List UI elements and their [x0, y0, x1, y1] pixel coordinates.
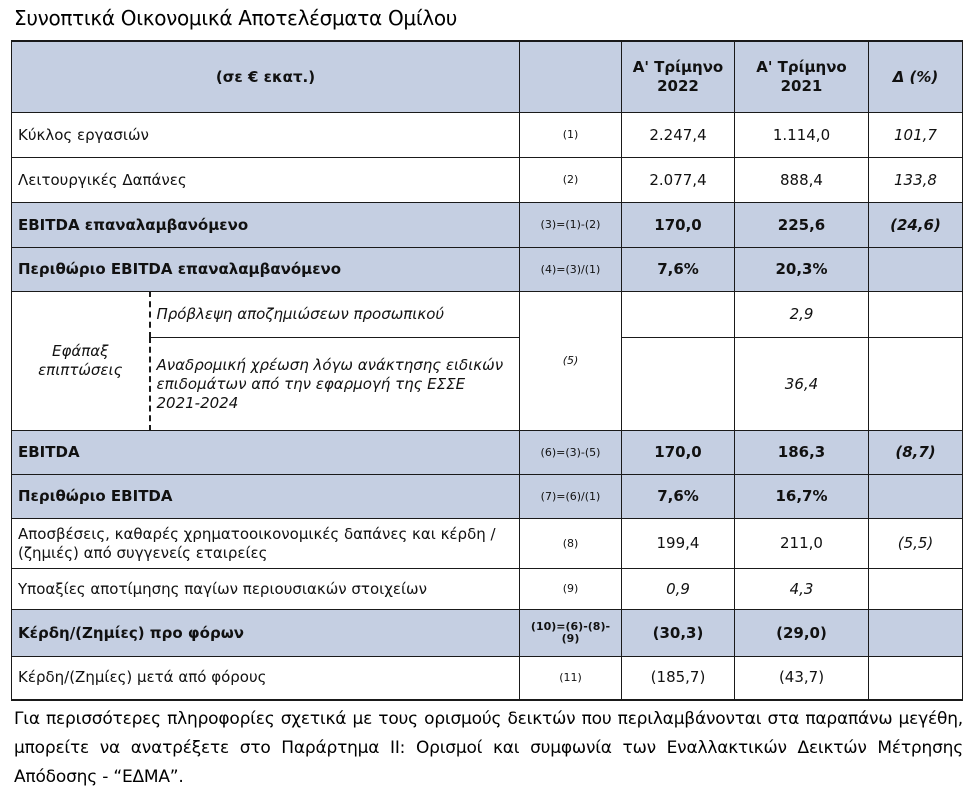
row-value-2022: [622, 292, 735, 338]
row-value-2022: [622, 338, 735, 431]
row-delta: [869, 610, 963, 657]
row-label: Κέρδη/(Ζημίες) προ φόρων: [12, 610, 520, 657]
row-label: Αποσβέσεις, καθαρές χρηματοοικονομικές δαπάνες και κέρδη / (ζημιές) από συγγενείς εταιρείες: [12, 519, 520, 569]
row-label: Λειτουργικές Δαπάνες: [12, 158, 520, 203]
row-value-2021: 888,4: [735, 158, 869, 203]
row-delta: [869, 248, 963, 292]
table-row-profit-before-tax: [12, 610, 963, 657]
row-ref: (7)=(6)/(1): [520, 475, 622, 519]
row-delta: [869, 569, 963, 610]
table-row-recurring-ebitda: [12, 203, 963, 248]
row-value-2021: 186,3: [735, 431, 869, 475]
row-value-2022: (30,3): [622, 610, 735, 657]
page-title: Συνοπτικά Οικονομικά Αποτελέσματα Ομίλου: [14, 6, 458, 30]
table-row-revenue: [12, 113, 963, 158]
header-ref-cell: [520, 41, 622, 113]
financial-results-table: [11, 40, 963, 701]
footnote-text: Για περισσότερες πληροφορίες σχετικά με τους ορισμούς δεικτών που περιλαμβάνονται στα παραπάνω μεγέθη, μπορείτε να ανατρέξετε στο Παράρτημα ΙΙ: Ορισμοί και συμφωνία των Εναλλακτικών Δεικτών Μέτρησης Απόδοσης - “ΕΔΜΑ”.: [14, 709, 963, 787]
row-value-2021: 211,0: [735, 519, 869, 569]
row-value-2022: 2.077,4: [622, 158, 735, 203]
row-ref: (6)=(3)-(5): [520, 431, 622, 475]
row-label: Περιθώριο EBITDA επαναλαμβανόμενο: [12, 248, 520, 292]
row-label: Κύκλος εργασιών: [12, 113, 520, 158]
table-row-ebitda: [12, 431, 963, 475]
row-ref: (3)=(1)-(2): [520, 203, 622, 248]
header-q1-2022: Α' Τρίμηνο 2022: [622, 41, 735, 113]
header-delta: Δ (%): [869, 41, 963, 113]
table-row-recurring-ebitda-margin: [12, 248, 963, 292]
table-row-operating-expenses: [12, 158, 963, 203]
row-value-2022: 2.247,4: [622, 113, 735, 158]
row-value-2021: (29,0): [735, 610, 869, 657]
row-value-2022: 199,4: [622, 519, 735, 569]
table-row-ebitda-margin: [12, 475, 963, 519]
row-value-2022: 7,6%: [622, 475, 735, 519]
row-delta: (24,6): [869, 203, 963, 248]
row-value-2021: 2,9: [735, 292, 869, 338]
row-ref: (10)=(6)-(8)-(9): [520, 610, 622, 657]
row-label: Υποαξίες αποτίμησης παγίων περιουσιακών στοιχείων: [12, 569, 520, 610]
row-ref: (8): [520, 519, 622, 569]
row-value-2022: (185,7): [622, 657, 735, 700]
row-value-2021: 16,7%: [735, 475, 869, 519]
row-delta: 101,7: [869, 113, 963, 158]
row-delta: [869, 338, 963, 431]
header-q1-2021: Α' Τρίμηνο 2021: [735, 41, 869, 113]
row-ref: (11): [520, 657, 622, 700]
row-ref: (1): [520, 113, 622, 158]
table-row-depreciation: [12, 519, 963, 569]
one-off-effects-label: Εφάπαξ επιπτώσεις: [12, 292, 150, 431]
row-ref: (9): [520, 569, 622, 610]
table-row-impairments: [12, 569, 963, 610]
row-delta: [869, 657, 963, 700]
row-label: Περιθώριο EBITDA: [12, 475, 520, 519]
row-ref: (4)=(3)/(1): [520, 248, 622, 292]
row-delta: [869, 475, 963, 519]
row-value-2022: 7,6%: [622, 248, 735, 292]
row-delta: [869, 292, 963, 338]
table-row-one-off-provision: [12, 292, 963, 338]
table-row-one-off-retroactive: [12, 338, 963, 431]
row-label: EBITDA: [12, 431, 520, 475]
row-ref: (2): [520, 158, 622, 203]
row-label: EBITDA επαναλαμβανόμενο: [12, 203, 520, 248]
row-value-2021: 225,6: [735, 203, 869, 248]
header-units-label: (σε € εκατ.): [12, 41, 520, 113]
row-value-2022: 0,9: [622, 569, 735, 610]
row-value-2021: 4,3: [735, 569, 869, 610]
row-value-2022: 170,0: [622, 431, 735, 475]
row-label: Κέρδη/(Ζημίες) μετά από φόρους: [12, 657, 520, 700]
row-value-2021: 36,4: [735, 338, 869, 431]
row-delta: (8,7): [869, 431, 963, 475]
row-value-2022: 170,0: [622, 203, 735, 248]
row-value-2021: 1.114,0: [735, 113, 869, 158]
row-delta: 133,8: [869, 158, 963, 203]
table-row-profit-after-tax: [12, 657, 963, 700]
table-header-row: [12, 41, 963, 113]
row-label: Αναδρομική χρέωση λόγω ανάκτησης ειδικών επιδομάτων από την εφαρμογή της ΕΣΣΕ 2021-2024: [150, 338, 520, 431]
row-value-2021: 20,3%: [735, 248, 869, 292]
row-value-2021: (43,7): [735, 657, 869, 700]
row-ref: (5): [520, 292, 622, 431]
row-label: Πρόβλεψη αποζημιώσεων προσωπικού: [150, 292, 520, 338]
row-delta: (5,5): [869, 519, 963, 569]
